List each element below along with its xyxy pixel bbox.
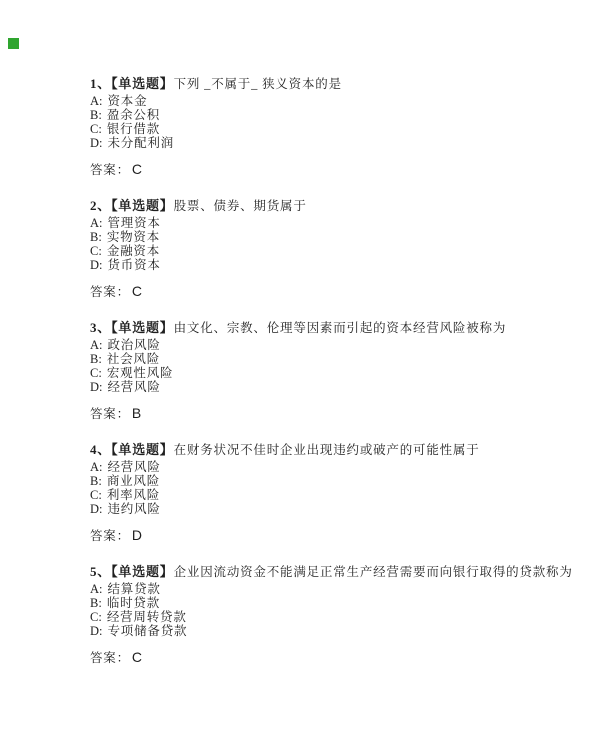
question-header — [90, 440, 570, 460]
option-row-b — [90, 230, 570, 244]
question-type-tag: 【单选题】 — [111, 442, 174, 457]
question-header — [90, 74, 570, 94]
answer-value: C — [131, 161, 143, 177]
option-key: B: — [90, 352, 102, 366]
option-key: C: — [90, 366, 102, 380]
option-row-d — [90, 502, 570, 516]
option-key: A: — [90, 216, 103, 230]
option-text: 经营风险 — [107, 460, 161, 474]
option-row-c — [90, 244, 570, 258]
question-stem: 企业因流动资金不能满足正常生产经营需要而向银行取得的贷款称为 — [173, 565, 573, 579]
option-key: D: — [90, 136, 103, 150]
question-header — [90, 318, 570, 338]
option-row-a — [90, 460, 570, 474]
option-row-b — [90, 108, 570, 122]
answer-value: C — [131, 649, 143, 665]
option-text: 利率风险 — [106, 488, 161, 502]
question-block-3 — [90, 318, 570, 422]
answer-value: B — [131, 405, 142, 421]
option-row-c — [90, 366, 570, 380]
answer-label: 答案： — [90, 529, 130, 543]
answer-label: 答案： — [90, 285, 130, 299]
option-key: B: — [90, 230, 102, 244]
answer-row — [90, 406, 570, 422]
option-row-a — [90, 94, 570, 108]
question-type-tag: 【单选题】 — [111, 76, 174, 91]
question-stem: 在财务状况不佳时企业出现违约或破产的可能性属于 — [173, 443, 480, 457]
option-row-a — [90, 338, 570, 352]
question-block-5 — [90, 562, 573, 666]
question-number: 2、 — [90, 198, 112, 213]
option-row-b — [90, 352, 570, 366]
option-text: 盈余公积 — [106, 108, 161, 122]
question-type-tag: 【单选题】 — [111, 320, 174, 335]
option-text: 未分配利润 — [107, 136, 175, 150]
answer-value: D — [131, 527, 143, 543]
option-key: A: — [90, 582, 103, 596]
answer-label: 答案： — [90, 407, 130, 421]
option-row-d — [90, 380, 570, 394]
option-key: C: — [90, 244, 102, 258]
option-row-c — [90, 610, 570, 624]
option-row-d — [90, 136, 570, 150]
option-key: B: — [90, 474, 102, 488]
question-number: 1、 — [90, 76, 112, 91]
question-stem: 由文化、宗教、伦理等因素而引起的资本经营风险被称为 — [173, 321, 507, 335]
question-block-2 — [90, 196, 570, 300]
question-stem: 股票、债券、期货属于 — [173, 199, 307, 213]
question-header — [90, 196, 570, 216]
question-header — [90, 562, 573, 582]
question-number: 4、 — [90, 442, 112, 457]
option-row-a — [90, 216, 570, 230]
option-text: 经营风险 — [107, 380, 161, 394]
option-row-d — [90, 624, 570, 638]
option-key: C: — [90, 488, 102, 502]
option-row-b — [90, 474, 570, 488]
green-marker — [8, 38, 19, 49]
answer-row — [90, 650, 570, 666]
option-key: C: — [90, 610, 102, 624]
option-key: D: — [90, 624, 103, 638]
option-key: C: — [90, 122, 102, 136]
option-text: 宏观性风险 — [106, 366, 174, 380]
answer-label: 答案： — [90, 163, 130, 177]
option-row-d — [90, 258, 570, 272]
answer-row — [90, 162, 570, 178]
option-key: D: — [90, 380, 103, 394]
option-text: 实物资本 — [106, 230, 161, 244]
option-key: D: — [90, 502, 103, 516]
option-text: 违约风险 — [107, 502, 161, 516]
option-text: 资本金 — [107, 94, 148, 108]
option-text: 管理资本 — [107, 216, 161, 230]
option-text: 货币资本 — [107, 258, 161, 272]
option-key: A: — [90, 94, 103, 108]
option-key: B: — [90, 108, 102, 122]
option-text: 银行借款 — [106, 122, 161, 136]
option-row-c — [90, 122, 570, 136]
question-number: 5、 — [90, 564, 112, 579]
option-text: 结算贷款 — [107, 582, 161, 596]
option-text: 商业风险 — [106, 474, 161, 488]
question-block-4 — [90, 440, 570, 544]
option-row-a — [90, 582, 570, 596]
answer-row — [90, 528, 570, 544]
option-key: B: — [90, 596, 102, 610]
option-key: A: — [90, 338, 103, 352]
answer-label: 答案： — [90, 651, 130, 665]
answer-value: C — [131, 283, 143, 299]
option-key: A: — [90, 460, 103, 474]
option-text: 专项储备贷款 — [107, 624, 188, 638]
option-text: 经营周转贷款 — [106, 610, 187, 624]
answer-row — [90, 284, 570, 300]
question-number: 3、 — [90, 320, 112, 335]
option-key: D: — [90, 258, 103, 272]
question-stem: 下列 _不属于_ 狭义资本的是 — [173, 77, 342, 91]
option-text: 临时贷款 — [106, 596, 161, 610]
option-row-b — [90, 596, 570, 610]
question-type-tag: 【单选题】 — [111, 198, 174, 213]
question-type-tag: 【单选题】 — [111, 564, 174, 579]
quiz-content — [90, 74, 573, 684]
option-text: 政治风险 — [107, 338, 161, 352]
option-text: 金融资本 — [106, 244, 161, 258]
option-text: 社会风险 — [106, 352, 161, 366]
question-block-1 — [90, 74, 570, 178]
option-row-c — [90, 488, 570, 502]
